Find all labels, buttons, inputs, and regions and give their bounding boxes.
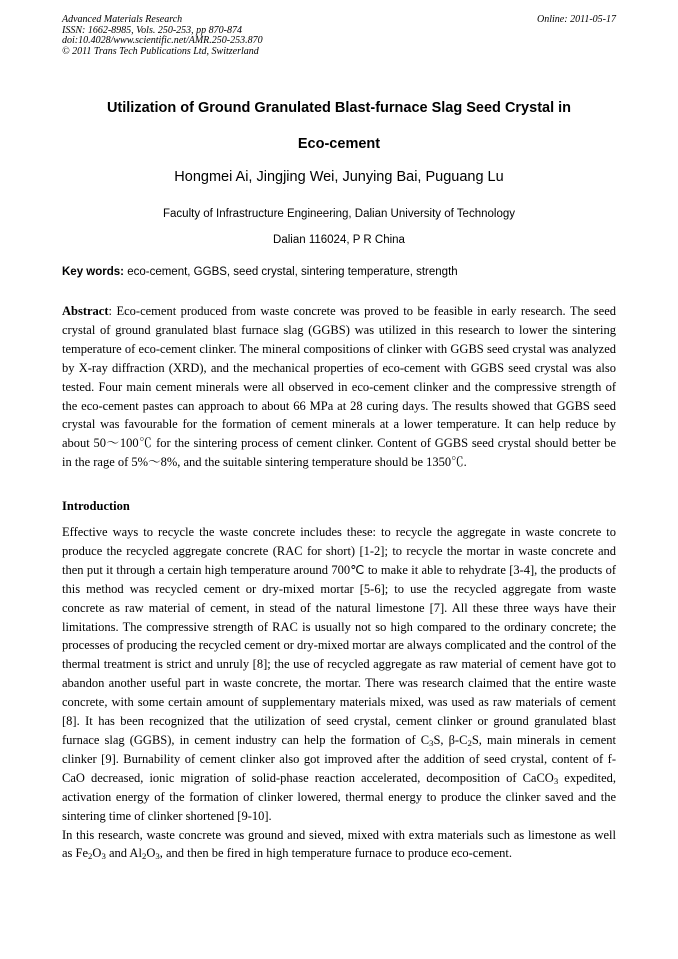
keywords [62, 263, 616, 281]
paragraph-text: , and then be fired in high temperature furnace to produce eco-cement. [159, 846, 512, 861]
section-heading-introduction: Introduction [62, 499, 130, 513]
subscript: 2 [88, 851, 93, 862]
abstract-label: Abstract [62, 304, 109, 318]
subscript: 3 [429, 738, 434, 749]
journal-issn: ISSN: 1662-8985, Vols. 250-253, pp 870-874 [62, 24, 242, 36]
paper-title [62, 90, 616, 162]
keywords-label: Key words: [62, 266, 124, 278]
paragraph-text: S, main minerals in cement clinker [9]. Burnability of cement clinker also got improved after the addition of seed crystal, content of f-CaO decreased, ionic migration of solid-phase reaction accelerated, decomposition of CaCO [62, 732, 616, 785]
subscript: 2 [467, 738, 472, 749]
introduction-paragraph-2 [62, 826, 616, 864]
paragraph-text: and Al [105, 846, 142, 861]
subscript: 2 [141, 851, 147, 862]
paragraph-text: Effective ways to recycle the waste concrete includes these: to recycle the aggregate in waste concrete to produce the recycled aggregate concrete (RAC for short) [1-2]; to recycle the mortar in waste concrete and then put it through a certain high temperature around 700℃ to make it able to rehydrate [3-4], the products of this method was recycled cement or dry-mixed mortar [5-6]; to use the recycled aggregate from waste concrete as raw material of cement, in stead of the natural limestone [7]. All these three ways have their limitations. The compressive strength of RAC is usually not so high compared to the ordinary concrete; the processes of producing the recycled cement or dry-mixed mortar are always complicated and the control of the thermal treatment is strict and unruly [8]; the use of recycled aggregate as raw material of cement have got to abandon another useful part in waste concrete, the mortar. There was research claimed that the entire waste concrete, with some certain amount of supplementary materials mixed, was used as raw materials of cement [8]. It has been recognized that the utilization of seed crystal, cement clinker or ground granulated blast furnace slag (GGBS), in cement industry can help the formation of C [62, 525, 616, 747]
affiliation-line-1: Faculty of Infrastructure Engineering, Dalian University of Technology [163, 208, 515, 220]
subscript: 3 [553, 775, 559, 786]
journal-doi: doi:10.4028/www.scientific.net/AMR.250-253.870 [62, 35, 263, 46]
abstract-text: : Eco-cement produced from waste concrete was proved to be feasible in early research. The seed crystal of ground granulated blast furnace slag (GGBS) was utilized in this research to lower the sintering temperature of eco-cement clinker. The mineral compositions of clinker with GGBS seed crystal was analyzed by X-ray diffraction (XRD), and the mechanical properties of eco-cement with GGBS seed crystal was also tested. Four main cement minerals were all observed in eco-cement clinker and the compressive strength of the eco-cement pastes can approach to about 66 MPa at 28 curing days. The results showed that GGBS seed crystal was favourable for the formation of cement minerals at a lower temperature. It can help reduce by about 50～100℃ for the sintering process of cement clinker. Content of GGBS seed crystal should better be in the rage of 5%～8%, and the suitable sintering temperature should be 1350℃. [62, 304, 616, 470]
journal-copyright: © 2011 Trans Tech Publications Ltd, Switzerland [62, 45, 259, 57]
paper-title-line-2: Eco-cement [297, 136, 381, 152]
introduction-body [62, 523, 616, 863]
subscript: 3 [101, 851, 106, 862]
abstract [62, 302, 616, 472]
author-list: Hongmei Ai, Jingjing Wei, Junying Bai, Puguang Lu [174, 169, 504, 185]
paper-title-line-1: Utilization of Ground Granulated Blast-furnace Slag Seed Crystal in [106, 100, 572, 116]
journal-header [62, 15, 616, 57]
paragraph-text: O [92, 846, 102, 861]
paragraph-text: O [146, 846, 156, 861]
journal-name: Advanced Materials Research [62, 14, 183, 25]
paragraph-text: S, β-C [433, 732, 468, 747]
affiliation [62, 201, 616, 253]
introduction-paragraph-1 [62, 523, 616, 826]
affiliation-line-2: Dalian 116024, P R China [273, 234, 405, 246]
paragraph-text: In this research, waste concrete was ground and sieved, mixed with extra materials such as limestone as well as Fe [62, 827, 616, 861]
subscript: 3 [155, 851, 160, 862]
keywords-text: eco-cement, GGBS, seed crystal, sintering temperature, strength [127, 266, 458, 278]
paragraph-text: expedited, activation energy of the formation of clinker lowered, thermal energy to produce the clinker saved and the sintering time of clinker shortened [9-10]. [62, 770, 616, 823]
online-date: Online: 2011-05-17 [537, 14, 616, 25]
